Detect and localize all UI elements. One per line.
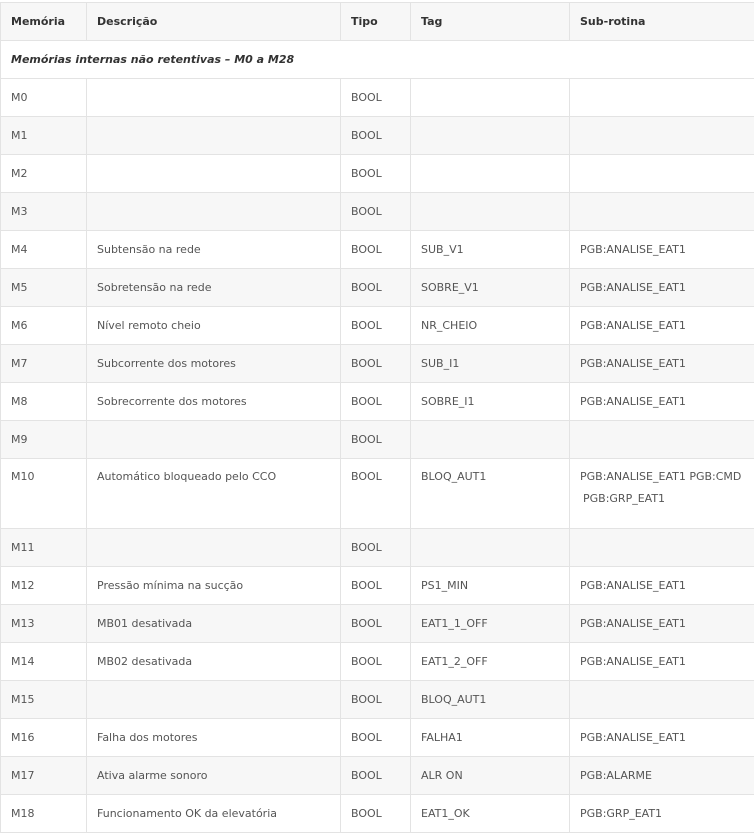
memoria-cell: M10 — [1, 459, 87, 529]
tipo-cell: BOOL — [341, 795, 411, 833]
memoria-cell: M7 — [1, 345, 87, 383]
descricao-cell: Sobrecorrente dos motores — [87, 383, 341, 421]
tag-cell: SOBRE_I1 — [411, 383, 570, 421]
descricao-cell — [87, 155, 341, 193]
descricao-cell: Pressão mínima na sucção — [87, 567, 341, 605]
table-row — [1, 269, 754, 307]
sub-rotina-entry: PGB:ANALISE_EAT1 — [580, 281, 686, 294]
table-row — [1, 383, 754, 421]
sub-rotina-cell — [570, 269, 754, 307]
sub-rotina-cell — [570, 307, 754, 345]
memoria-cell: M6 — [1, 307, 87, 345]
sub-rotina-entry: PGB:GRP_EAT1 — [580, 807, 662, 820]
sub-rotina-entry: PGB:GRP_EAT1 — [580, 488, 745, 510]
tipo-cell: BOOL — [341, 757, 411, 795]
tipo-cell: BOOL — [341, 117, 411, 155]
table-row — [1, 681, 754, 719]
tipo-cell: BOOL — [341, 567, 411, 605]
memory-table — [0, 2, 754, 833]
sub-rotina-entry: PGB:ANALISE_EAT1 — [580, 655, 686, 668]
tag-cell: EAT1_1_OFF — [411, 605, 570, 643]
tag-cell: ALR ON — [411, 757, 570, 795]
table-row — [1, 193, 754, 231]
descricao-cell: Falha dos motores — [87, 719, 341, 757]
tipo-cell: BOOL — [341, 681, 411, 719]
memoria-cell: M14 — [1, 643, 87, 681]
table-row — [1, 757, 754, 795]
tag-cell: BLOQ_AUT1 — [411, 459, 570, 529]
memoria-cell: M11 — [1, 529, 87, 567]
memoria-cell: M12 — [1, 567, 87, 605]
descricao-cell: Automático bloqueado pelo CCO — [87, 459, 341, 529]
tag-cell: FALHA1 — [411, 719, 570, 757]
memoria-cell: M4 — [1, 231, 87, 269]
memoria-cell: M1 — [1, 117, 87, 155]
sub-rotina-cell — [570, 529, 754, 567]
sub-rotina-entry: PGB:ANALISE_EAT1 — [580, 319, 686, 332]
tipo-cell: BOOL — [341, 719, 411, 757]
descricao-cell: Funcionamento OK da elevatória — [87, 795, 341, 833]
header-sub-rotina: Sub-rotina — [570, 3, 754, 41]
tipo-cell: BOOL — [341, 643, 411, 681]
table-row — [1, 231, 754, 269]
tipo-cell: BOOL — [341, 307, 411, 345]
memoria-cell: M9 — [1, 421, 87, 459]
sub-rotina-cell — [570, 193, 754, 231]
tag-cell — [411, 193, 570, 231]
tipo-cell: BOOL — [341, 345, 411, 383]
table-row — [1, 719, 754, 757]
descricao-cell — [87, 193, 341, 231]
header-tag: Tag — [411, 3, 570, 41]
table-row — [1, 567, 754, 605]
sub-rotina-entry: PGB:ANALISE_EAT1 — [580, 579, 686, 592]
tag-cell: EAT1_OK — [411, 795, 570, 833]
table-row — [1, 605, 754, 643]
sub-rotina-cell — [570, 231, 754, 269]
table-row — [1, 643, 754, 681]
descricao-cell: Ativa alarme sonoro — [87, 757, 341, 795]
descricao-cell: Nível remoto cheio — [87, 307, 341, 345]
table-row — [1, 795, 754, 833]
tag-cell: SUB_I1 — [411, 345, 570, 383]
sub-rotina-cell — [570, 345, 754, 383]
descricao-cell: MB01 desativada — [87, 605, 341, 643]
table-row — [1, 345, 754, 383]
tag-cell: EAT1_2_OFF — [411, 643, 570, 681]
sub-rotina-cell — [570, 459, 754, 529]
descricao-cell: Sobretensão na rede — [87, 269, 341, 307]
descricao-cell — [87, 681, 341, 719]
tag-cell: SOBRE_V1 — [411, 269, 570, 307]
sub-rotina-entry: PGB:ALARME — [580, 769, 652, 782]
tag-cell — [411, 421, 570, 459]
tipo-cell: BOOL — [341, 529, 411, 567]
memoria-cell: M8 — [1, 383, 87, 421]
sub-rotina-entry: PGB:ANALISE_EAT1 — [580, 395, 686, 408]
memoria-cell: M16 — [1, 719, 87, 757]
sub-rotina-cell — [570, 643, 754, 681]
table-row — [1, 529, 754, 567]
sub-rotina-entry: PGB:ANALISE_EAT1 PGB:CMD — [580, 466, 745, 488]
memoria-cell: M15 — [1, 681, 87, 719]
sub-rotina-cell — [570, 567, 754, 605]
sub-rotina-entry: PGB:ANALISE_EAT1 — [580, 357, 686, 370]
sub-rotina-cell — [570, 79, 754, 117]
sub-rotina-cell — [570, 719, 754, 757]
memoria-cell: M3 — [1, 193, 87, 231]
header-tipo: Tipo — [341, 3, 411, 41]
memoria-cell: M0 — [1, 79, 87, 117]
sub-rotina-cell — [570, 795, 754, 833]
table-row — [1, 79, 754, 117]
sub-rotina-cell — [570, 681, 754, 719]
sub-rotina-cell — [570, 605, 754, 643]
table-row — [1, 307, 754, 345]
tag-cell: NR_CHEIO — [411, 307, 570, 345]
descricao-cell — [87, 79, 341, 117]
sub-rotina-cell — [570, 421, 754, 459]
table-row — [1, 459, 754, 529]
tipo-cell: BOOL — [341, 231, 411, 269]
tipo-cell: BOOL — [341, 79, 411, 117]
memoria-cell: M17 — [1, 757, 87, 795]
descricao-cell — [87, 117, 341, 155]
tag-cell: PS1_MIN — [411, 567, 570, 605]
memoria-cell: M13 — [1, 605, 87, 643]
tag-cell: BLOQ_AUT1 — [411, 681, 570, 719]
tag-cell — [411, 529, 570, 567]
header-descricao: Descrição — [87, 3, 341, 41]
tipo-cell: BOOL — [341, 383, 411, 421]
sub-rotina-cell — [570, 383, 754, 421]
tipo-cell: BOOL — [341, 421, 411, 459]
table-header-row — [1, 3, 754, 41]
section-title: Memórias internas não retentivas – M0 a M28 — [1, 41, 754, 79]
descricao-cell: Subtensão na rede — [87, 231, 341, 269]
memoria-cell: M5 — [1, 269, 87, 307]
tipo-cell: BOOL — [341, 459, 411, 529]
table-row — [1, 155, 754, 193]
header-memoria: Memória — [1, 3, 87, 41]
tag-cell — [411, 117, 570, 155]
tipo-cell: BOOL — [341, 193, 411, 231]
descricao-cell — [87, 421, 341, 459]
sub-rotina-cell — [570, 757, 754, 795]
tipo-cell: BOOL — [341, 269, 411, 307]
descricao-cell — [87, 529, 341, 567]
tag-cell: SUB_V1 — [411, 231, 570, 269]
sub-rotina-entry: PGB:ANALISE_EAT1 — [580, 243, 686, 256]
sub-rotina-entry: PGB:ANALISE_EAT1 — [580, 617, 686, 630]
sub-rotina-cell — [570, 117, 754, 155]
tag-cell — [411, 155, 570, 193]
tipo-cell: BOOL — [341, 155, 411, 193]
tag-cell — [411, 79, 570, 117]
table-row — [1, 421, 754, 459]
tipo-cell: BOOL — [341, 605, 411, 643]
sub-rotina-cell — [570, 155, 754, 193]
sub-rotina-entry: PGB:ANALISE_EAT1 — [580, 731, 686, 744]
memoria-cell: M18 — [1, 795, 87, 833]
memoria-cell: M2 — [1, 155, 87, 193]
section-row — [1, 41, 754, 79]
descricao-cell: MB02 desativada — [87, 643, 341, 681]
descricao-cell: Subcorrente dos motores — [87, 345, 341, 383]
table-row — [1, 117, 754, 155]
